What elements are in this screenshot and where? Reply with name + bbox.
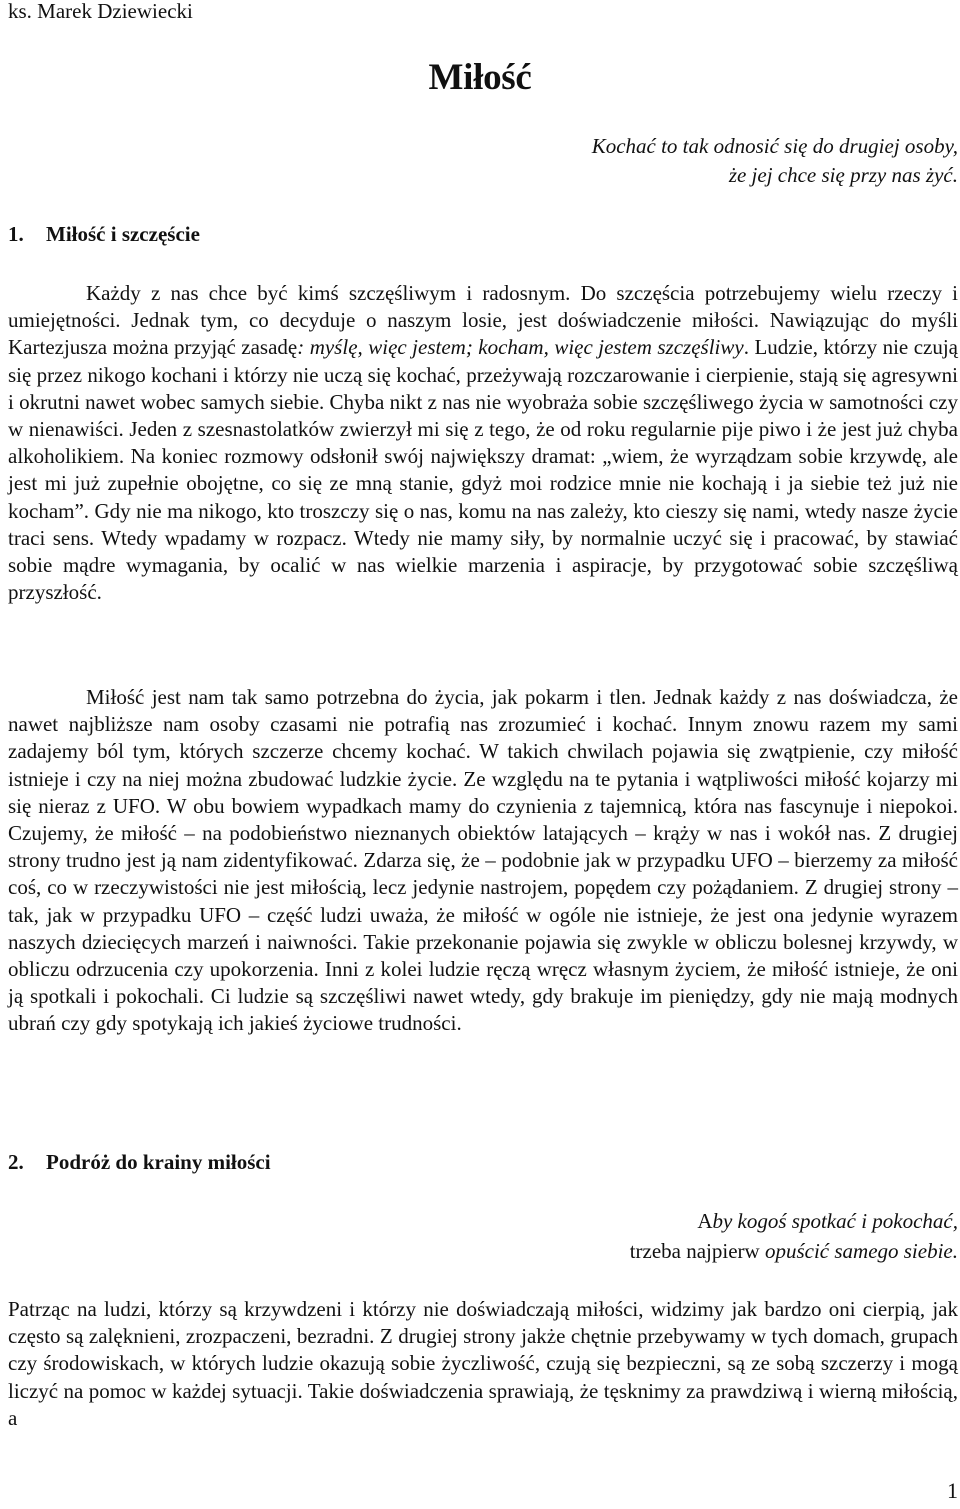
section-heading-1 [8,220,200,248]
motto-line-1 [630,1206,958,1236]
paragraph: Patrząc na ludzi, którzy są krzywdzeni i którzy nie doświadczają miłości, widzimy jak bardzo oni cierpią, jak często są zalęknieni, zrozpaczeni, bezradni. Z drugiej strony jakże chętnie przebywamy w tych domach, grupach czy środowiskach, w których ludzie okazują sobie życzliwość, czują się bezpieczni, są ze sobą szczerzy i mogą liczyć na pomoc w każdej sytuacji. Takie doświadczenia sprawiają, że tęsknimy za prawdziwą i wierną miłością, a [8,1297,958,1430]
page-number: 1 [947,1478,958,1503]
document-title: Miłość [428,57,532,98]
motto-emphasis: opuścić samego siebie. [764,1239,958,1263]
motto-text: trzeba najpierw [629,1239,765,1263]
motto-text: A [697,1209,713,1233]
motto-quote [630,1206,958,1266]
section-heading-2 [8,1148,271,1176]
motto-line-1: Kochać to tak odnosić się do drugiej osoby, [591,134,958,158]
motto-quote [592,132,958,190]
motto-line-2 [630,1236,958,1266]
paragraph-text: Każdy z nas chce być kimś szczęśliwym i radosnym. Do szczęścia potrzebujemy wielu rzeczy i umiejętności. Jednak tym, co decyduje o naszym losie, jest doświadczenie miłości. Nawiązując do myśli Kartezjusza można przyjąć zasadę [8,281,958,360]
motto-line-2: że jej chce się przy nas żyć. [728,163,958,187]
paragraph-text: . Ludzie, którzy nie czują się przez nikogo kochani i którzy nie uczą się kochać, przeżywają rozczarowanie i cierpienie, stają się agresywni i okrutni nawet wobec samych siebie. Chyba nikt z nas nie wyobraża sobie szczęśliwego życia w samotności czy w nienawiści. Jeden z szesnastolatków zwierzył mi się z tego, że od roku regularnie pije piwo i że jest już chyba alkoholikiem. Na koniec rozmowy odsłonił swój największy dramat: „wiem, że wyrządzam sobie krzywdę, ale jest mi już zupełnie obojętne, co się ze mną stanie, gdyż moi rodzice mnie nie kochają i ja siebie też już nie kocham”. Gdy nie ma nikogo, kto troszczy się o nas, komu na nas zależy, kto cieszy się nami, wtedy nasze życie traci sens. Wtedy wpadamy w rozpacz. Wtedy nie mamy siły, by normalnie uczyć się i pracować, by stawiać sobie mądre wymagania, by ocalić w nas wielkie marzenia i aspiracje, by przygotować sobie szczęśliwą przyszłość. [8,335,958,605]
section-title: Podróż do krainy miłości [46,1150,271,1174]
section-number: 1. [8,222,24,246]
author-name: ks. Marek Dziewiecki [8,0,193,23]
paragraph: Miłość jest nam tak samo potrzebna do życia, jak pokarm i tlen. Jednak każdy z nas doświadcza, że nawet najbliższe nam osoby czasami nie potrafią nas zrozumieć i kochać. Innym znowu razem my sami zadajemy ból tym, których szczerze chcemy kochać. W takich chwilach pojawia się zwątpienie, czy miłość istnieje i czy na niej można zbudować ludzkie życie. Ze względu na te pytania i wątpliwości miłość kojarzy mi się nieraz z UFO. W obu bowiem wypadkach mamy do czynienia z tajemnicą, która nas fascynuje i niepokoi. Czujemy, że miłość – na podobieństwo nieznanych obiektów latających – krąży w nas i wokół nas. Z drugiej strony trudno jest ją nam zidentyfikować. Zdarza się, że – podobnie jak w przypadku UFO – bierzemy za miłość coś, co w rzeczywistości nie jest miłością, lecz jedynie nastrojem, popędem czy pożądaniem. Z drugiej strony – tak, jak w przypadku UFO – część ludzi uważa, że miłość w ogóle nie istnieje, że jest ona jedynie wyrazem naszych dziecięcych marzeń i naiwności. Takie przekonanie pojawia się zwykle w obliczu bolesnej krzywdy, w obliczu odrzucenia czy upokorzenia. Inni z kolei ludzie ręczą wręcz własnym życiem, że miłość istnieje, że oni ją spotkali i pokochali. Ci ludzie są szczęśliwi nawet wtedy, gdy brakuje im pieniędzy, gdy nie mają modnych ubrań czy gdy spotykają ich jakieś życiowe trudności. [8,685,958,1036]
paragraph [8,280,958,606]
motto-emphasis: by kogoś spotkać i pokochać, [712,1209,958,1233]
paragraph-emphasis: : myślę, więc jestem; kocham, więc jestem szczęśliwy [297,335,744,360]
section-number: 2. [8,1150,24,1174]
section-title: Miłość i szczęście [46,222,200,246]
